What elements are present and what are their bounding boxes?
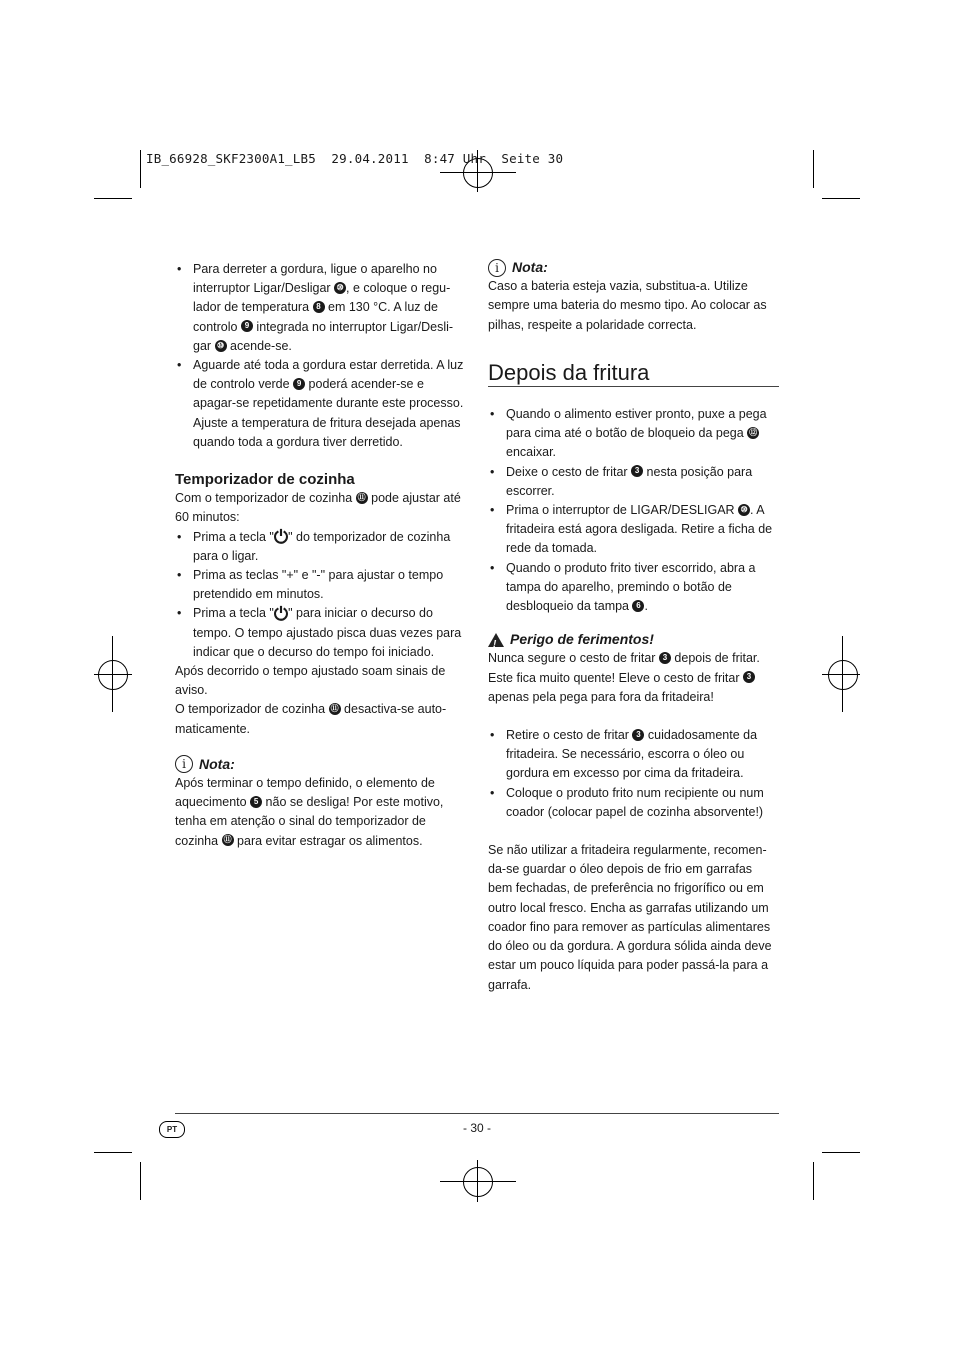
left-column bbox=[175, 260, 467, 851]
note-heading bbox=[175, 755, 467, 774]
text: integrada no interruptor Ligar/Desli-gar bbox=[193, 319, 454, 353]
list-item bbox=[175, 260, 467, 356]
warning-icon bbox=[488, 633, 504, 647]
text: Perigo de ferimentos! bbox=[510, 631, 654, 648]
list-item bbox=[175, 604, 467, 662]
timer-intro bbox=[175, 489, 467, 527]
basket-list bbox=[488, 726, 779, 822]
note-block bbox=[488, 258, 779, 335]
registration-mark-icon bbox=[828, 660, 858, 690]
part-number-badge: 3 bbox=[659, 652, 671, 664]
text: Quando o alimento estiver pronto, puxe a pega para cima até o botão de bloqueio da pega bbox=[506, 407, 767, 441]
text: apenas pela pega para fora da fritadeira! bbox=[488, 689, 714, 704]
crop-mark bbox=[140, 1162, 141, 1200]
crop-mark bbox=[94, 198, 132, 199]
text: cuidadosamente da fritadeira. Se necessário, escorra o óleo ou gordura em excesso por cima da fritadeira. bbox=[506, 728, 758, 781]
crop-mark bbox=[440, 1181, 516, 1182]
text: desactiva-se auto-maticamente. bbox=[175, 702, 447, 736]
crop-mark bbox=[440, 172, 516, 173]
crop-mark bbox=[822, 198, 860, 199]
info-icon bbox=[488, 259, 506, 277]
list-item bbox=[488, 559, 779, 617]
note-text bbox=[175, 774, 467, 851]
footer-rule bbox=[175, 1113, 779, 1114]
text: Nunca segure o cesto de fritar bbox=[488, 651, 659, 666]
part-number-badge: 3 bbox=[743, 671, 755, 683]
part-number-badge: ⑩ bbox=[334, 282, 346, 294]
text: O temporizador de cozinha bbox=[175, 702, 329, 717]
language-badge: PT bbox=[159, 1121, 185, 1138]
registration-mark-icon bbox=[98, 660, 128, 690]
registration-mark-icon bbox=[463, 1167, 493, 1197]
text: para evitar estragar os alimentos. bbox=[233, 833, 423, 848]
part-number-badge: ⑫ bbox=[749, 427, 758, 437]
list-item bbox=[488, 784, 779, 822]
part-number-badge: 9 bbox=[241, 320, 253, 332]
text: Deixe o cesto de fritar bbox=[506, 464, 632, 479]
text: Após terminar o tempo definido, o elemento de aquecimento bbox=[175, 776, 435, 810]
list-item bbox=[175, 356, 467, 452]
right-column bbox=[488, 258, 779, 995]
part-number-badge: ⑪ bbox=[223, 835, 232, 845]
section-title: Depois da fritura bbox=[488, 363, 779, 387]
text: " do temporizador de cozinha para o ligar. bbox=[193, 529, 451, 563]
text: Nota: bbox=[512, 259, 548, 275]
list-item bbox=[488, 726, 779, 784]
text: pode ajustar até 60 minutos: bbox=[175, 491, 461, 525]
part-number-badge: ⑪ bbox=[357, 492, 366, 502]
power-icon: ⏻ bbox=[273, 604, 289, 625]
after-frying-list bbox=[488, 405, 779, 616]
part-number-badge: 3 bbox=[632, 729, 644, 741]
timer-heading: Temporizador de cozinha bbox=[175, 471, 355, 489]
part-number-badge: 6 bbox=[632, 600, 644, 612]
text: Quando o produto frito tiver escorrido, abra a tampa do aparelho, premindo o botão de desbloqueio da tampa bbox=[506, 560, 756, 614]
text: Retire o cesto de fritar bbox=[506, 728, 633, 743]
paragraph bbox=[175, 700, 467, 738]
paragraph: Após decorrido o tempo ajustado soam sinais de aviso. bbox=[175, 664, 446, 698]
crop-mark bbox=[822, 674, 860, 675]
part-number-badge: 3 bbox=[631, 465, 643, 477]
note-heading bbox=[488, 258, 779, 277]
part-number-badge: ⑩ bbox=[738, 504, 750, 516]
warning-block bbox=[488, 630, 779, 707]
crop-mark bbox=[813, 1162, 814, 1200]
text: . A fritadeira está agora desligada. Retire a ficha de rede da tomada. bbox=[506, 503, 773, 556]
text: não se desliga! Por este motivo, tenha em atenção o sinal do temporizador de cozinha bbox=[175, 795, 444, 848]
power-icon: ⏻ bbox=[273, 527, 289, 548]
list-item bbox=[175, 566, 467, 604]
closing-paragraph: Se não utilizar a fritadeira regularmente, recomen-da-se guardar o óleo depois de frio em garrafas bem fechadas, de preferência no frigorífico ou em outro local fresco. Encha as garrafas utilizando um coador fino para remover as partículas alimentares do óleo ou da gordura. A gordura sólida ainda deve estar um pouco líquida para poder passá-la para a garrafa. bbox=[488, 843, 772, 992]
part-number-badge: ⑪ bbox=[330, 704, 339, 714]
list-item bbox=[488, 405, 779, 463]
intro-list bbox=[175, 260, 467, 452]
text: em 130 °C. A luz de controlo bbox=[193, 300, 438, 334]
list-item bbox=[488, 463, 779, 501]
crop-mark bbox=[140, 150, 141, 188]
list-item bbox=[175, 528, 467, 566]
crop-mark bbox=[813, 150, 814, 188]
text: " para iniciar o decurso do tempo. O tempo ajustado pisca duas vezes para indicar que o decurso do tempo foi iniciado. bbox=[193, 606, 462, 659]
text: encaixar. bbox=[506, 445, 557, 460]
part-number-badge: 8 bbox=[313, 301, 325, 313]
text: nesta posição para escorrer. bbox=[506, 464, 753, 498]
crop-mark bbox=[822, 1152, 860, 1153]
list-item bbox=[488, 501, 779, 559]
text: Aguarde até toda a gordura estar derretida. A luz de controlo verde bbox=[193, 358, 464, 392]
note-block bbox=[175, 755, 467, 851]
text: Para derreter a gordura, ligue o aparelho no interruptor Ligar/Desligar bbox=[193, 262, 437, 296]
warning-text bbox=[488, 649, 779, 707]
text: poderá acender-se e apagar-se repetidamente durante este processo. Ajuste a temperatura de fritura desejada apenas quando toda a gordura tiver derretido. bbox=[193, 377, 464, 449]
crop-mark bbox=[94, 1152, 132, 1153]
part-number-badge: 5 bbox=[250, 796, 262, 808]
info-icon bbox=[175, 755, 193, 773]
page-number: - 30 - bbox=[462, 1121, 491, 1135]
text: depois de fritar. Este fica muito quente! Eleve o cesto de fritar bbox=[488, 651, 760, 685]
text: Com o temporizador de cozinha bbox=[175, 491, 356, 506]
timer-list bbox=[175, 528, 467, 662]
part-number-badge: ⑩ bbox=[215, 340, 227, 352]
print-slug: IB_66928_SKF2300A1_LB5 29.04.2011 8:47 Uhr Seite 30 bbox=[146, 151, 564, 166]
warning-heading bbox=[488, 630, 779, 649]
note-text: Caso a bateria esteja vazia, substitua-a. Utilize sempre uma bateria do mesmo tipo. Ao colocar as pilhas, respeite a polaridade correcta. bbox=[488, 279, 767, 332]
text: . bbox=[644, 599, 648, 614]
text: acende-se. bbox=[226, 338, 292, 353]
text: Nota: bbox=[199, 755, 235, 772]
part-number-badge: 9 bbox=[293, 378, 305, 390]
crop-mark bbox=[94, 674, 132, 675]
text: Prima a tecla " bbox=[193, 606, 274, 621]
text: Prima o interruptor de LIGAR/DESLIGAR bbox=[506, 503, 739, 518]
text: , e coloque o regu-lador de temperatura bbox=[193, 281, 451, 315]
text: Prima a tecla " bbox=[193, 529, 274, 544]
text: Prima as teclas "+" e "-" para ajustar o tempo pretendido em minutos. bbox=[193, 568, 444, 602]
text: Coloque o produto frito num recipiente ou num coador (colocar papel de cozinha absorvente!) bbox=[506, 785, 764, 819]
